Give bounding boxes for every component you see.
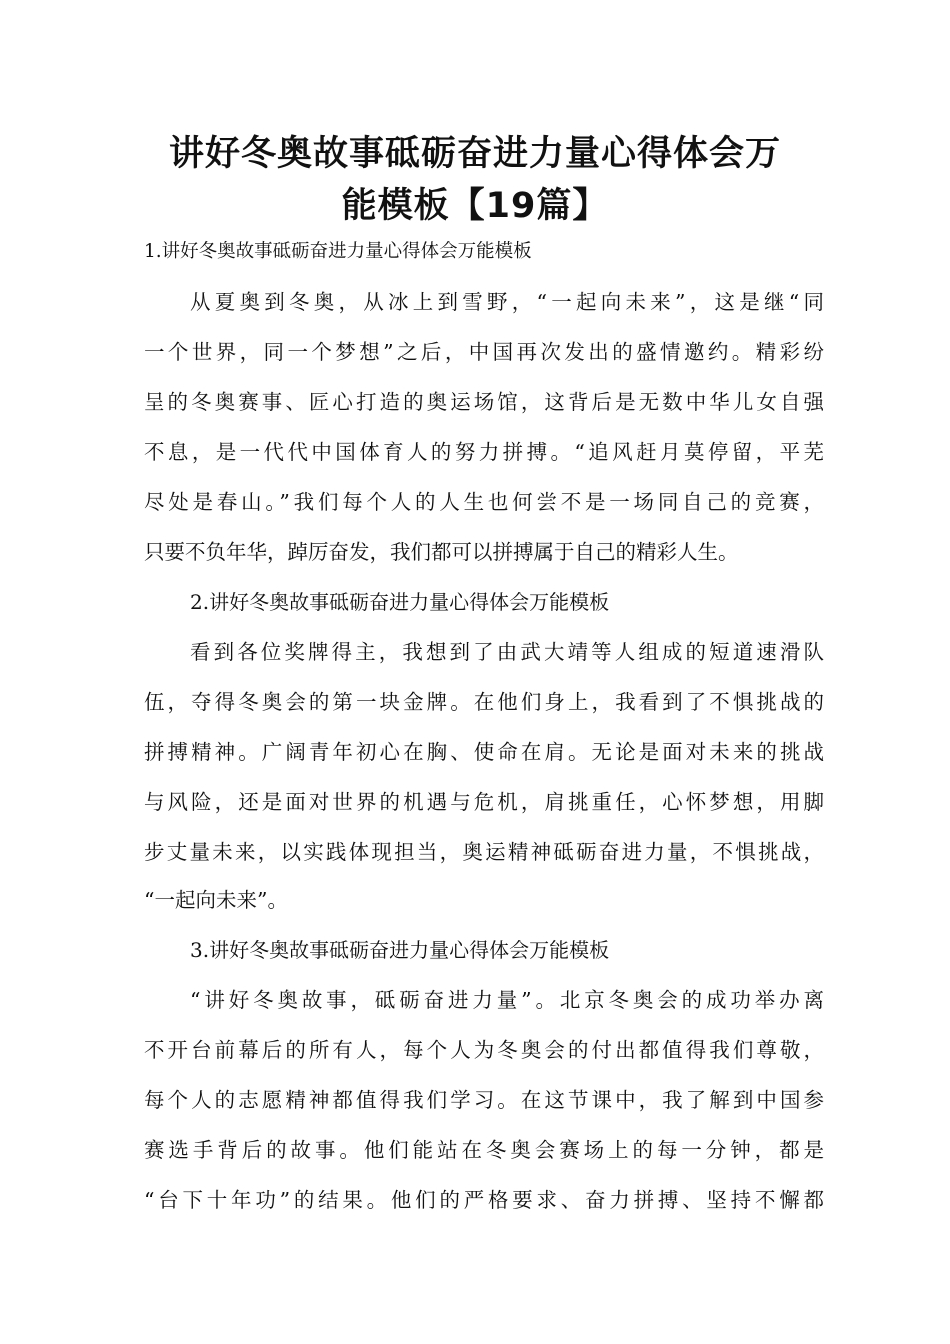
document-title xyxy=(130,128,820,232)
paragraph-line: 尽处是春山。”我们每个人的人生也何尝不是一场同自己的竞赛， xyxy=(144,490,824,514)
paragraph-line: 赛选手背后的故事。他们能站在冬奥会赛场上的每一分钟，都是 xyxy=(144,1138,824,1162)
title-line-1: 讲好冬奥故事砥砺奋进力量心得体会万 xyxy=(168,134,781,174)
paragraph-line: 不开台前幕后的所有人，每个人为冬奥会的付出都值得我们尊敬， xyxy=(144,1038,824,1062)
section-heading-2: 2.讲好冬奥故事砥砺奋进力量心得体会万能模板 xyxy=(190,590,610,614)
paragraph-line: 与风险，还是面对世界的机遇与危机，肩挑重任，心怀梦想，用脚 xyxy=(144,790,824,814)
section-heading-3: 3.讲好冬奥故事砥砺奋进力量心得体会万能模板 xyxy=(190,938,610,962)
paragraph-line: 只要不负年华，踔厉奋发，我们都可以拼搏属于自己的精彩人生。 xyxy=(144,540,739,564)
paragraph-line: 看到各位奖牌得主，我想到了由武大靖等人组成的短道速滑队 xyxy=(190,640,824,664)
paragraph-line: 拼搏精神。广阔青年初心在胸、使命在肩。无论是面对未来的挑战 xyxy=(144,740,824,764)
paragraph-line: “一起向未来”。 xyxy=(144,888,288,912)
title-line-2: 能模板【19篇】 xyxy=(341,186,609,226)
paragraph-line: 一个世界，同一个梦想”之后，中国再次发出的盛情邀约。精彩纷 xyxy=(144,340,824,364)
paragraph-line: “台下十年功”的结果。他们的严格要求、奋力拼搏、坚持不懈都 xyxy=(144,1188,824,1212)
paragraph-line: 从夏奥到冬奥，从冰上到雪野，“一起向未来”，这是继“同 xyxy=(190,290,824,314)
paragraph-line: 呈的冬奥赛事、匠心打造的奥运场馆，这背后是无数中华儿女自强 xyxy=(144,390,824,414)
paragraph-line: 步丈量未来，以实践体现担当，奥运精神砥砺奋进力量，不惧挑战， xyxy=(144,840,824,864)
paragraph-line: “讲好冬奥故事，砥砺奋进力量”。北京冬奥会的成功举办离 xyxy=(190,988,824,1012)
paragraph-line: 每个人的志愿精神都值得我们学习。在这节课中，我了解到中国参 xyxy=(144,1088,824,1112)
paragraph-line: 伍，夺得冬奥会的第一块金牌。在他们身上，我看到了不惧挑战的 xyxy=(144,690,824,714)
section-heading-1: 1.讲好冬奥故事砥砺奋进力量心得体会万能模板 xyxy=(144,241,532,262)
paragraph-line: 不息，是一代代中国体育人的努力拼搏。“追风赶月莫停留，平芜 xyxy=(144,440,824,464)
